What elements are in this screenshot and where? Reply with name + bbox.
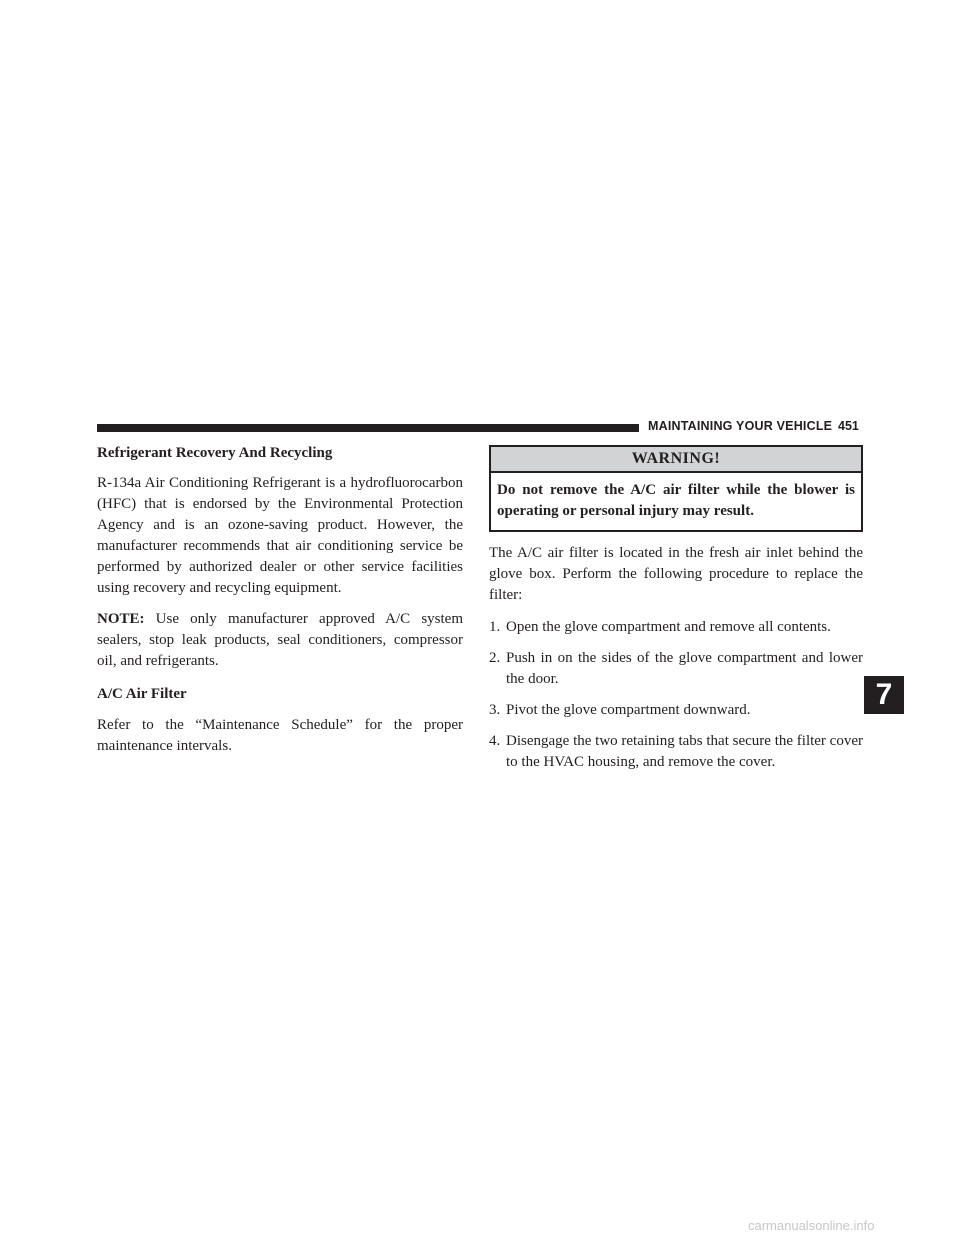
paragraph-refrigerant: R-134a Air Conditioning Refrigerant is a hydrofluorocarbon (HFC) that is endorsed by the Environmental Protection Agency and is an ozone-saving product. However, the manufacturer recommends that air conditioning service be performed by authorized dealer or other service facilities using recovery and recycling equipment.	[97, 475, 463, 596]
section-title: MAINTAINING YOUR VEHICLE	[648, 419, 833, 433]
chapter-tab: 7	[864, 676, 904, 714]
step-item: 2. Push in on the sides of the glove compartment and lower the door.	[489, 650, 863, 687]
note-label: NOTE:	[97, 611, 145, 627]
page-number: 451	[838, 419, 859, 433]
paragraph-filter-location: The A/C air filter is located in the fresh air inlet behind the glove box. Perform the following procedure to replace the filter:	[489, 545, 863, 603]
step-item: 4. Disengage the two retaining tabs that secure the filter cover to the HVAC housing, and remove the cover.	[489, 733, 863, 770]
heading-ac-air-filter: A/C Air Filter	[97, 686, 187, 702]
right-column	[489, 445, 863, 783]
step-item: 3. Pivot the glove compartment downward.	[489, 702, 751, 718]
procedure-steps	[489, 617, 863, 773]
note-paragraph	[97, 609, 463, 672]
note-text: Use only manufacturer approved A/C system sealers, stop leak products, seal conditioners, compressor oil, and refrigerants.	[97, 611, 463, 669]
warning-title: WARNING!	[491, 447, 861, 473]
warning-text: Do not remove the A/C air filter while the blower is operating or personal injury may result.	[497, 482, 855, 519]
warning-box	[489, 445, 863, 532]
step-item: 1. Open the glove compartment and remove all contents.	[489, 619, 831, 635]
header-rule	[97, 424, 639, 432]
paragraph-maintenance-schedule: Refer to the “Maintenance Schedule” for the proper maintenance intervals.	[97, 717, 463, 754]
heading-refrigerant-recovery: Refrigerant Recovery And Recycling	[97, 445, 333, 461]
left-column	[97, 443, 463, 757]
watermark: carmanualsonline.info	[748, 1218, 875, 1233]
